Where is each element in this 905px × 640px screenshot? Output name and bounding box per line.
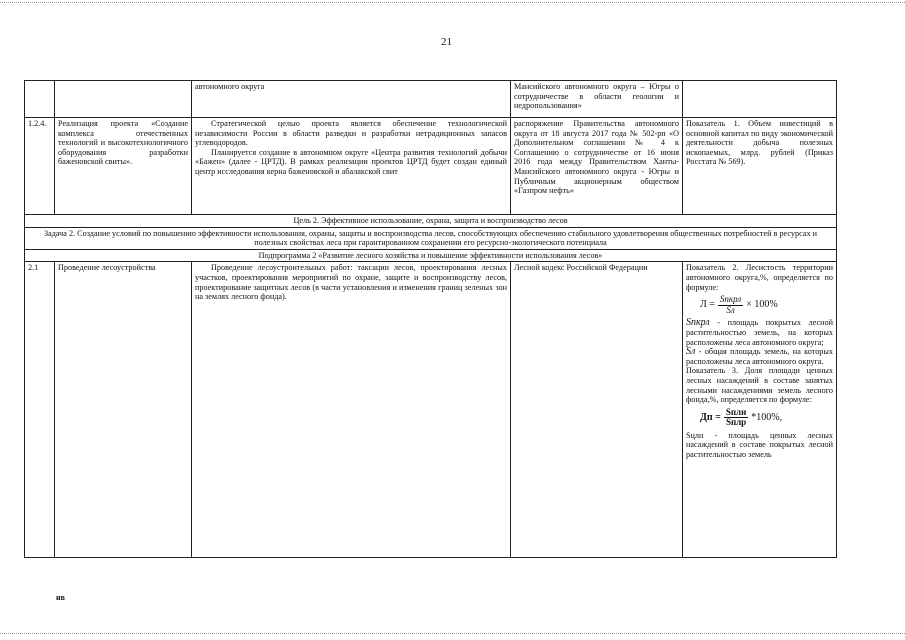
cell-basis <box>511 118 683 215</box>
measures-table <box>24 80 837 558</box>
table-row <box>25 215 837 228</box>
measure-name: Реализация проекта «Создание комплекса отечественных технологий и высокотехнологичного оборудования разработки баженовской свиты». <box>58 119 188 167</box>
cell-num <box>25 118 55 215</box>
table-row <box>25 262 837 558</box>
table-row <box>25 118 837 215</box>
cell-text: Мансийского автономного округа – Югры о сотрудничестве в области геологии и недропользования» <box>514 82 679 111</box>
formula-lhs: Дп = <box>700 411 721 423</box>
page-number: 21 <box>441 36 452 48</box>
indicator-text: Показатель 3. Доля площади ценных лесных насаждений в составе занятых лесными насаждениями земель лесного фонда,%, определяется по формуле: <box>686 366 833 405</box>
table-row <box>25 249 837 262</box>
formula-tail: *100%, <box>751 411 783 423</box>
indicator-text: Показатель 1. Объем инвестиций в основной капитал по виду экономической деятельности добыча полезных ископаемых, млрд. рублей (Приказ Росстата № 569). <box>686 119 833 167</box>
formula-tail: × 100% <box>746 299 778 311</box>
measure-name: Проведение лесоустройства <box>58 263 156 273</box>
cell-indicator <box>683 262 837 558</box>
row-number: 2.1 <box>28 263 39 273</box>
subprogram-heading: Подпрограмма 2 «Развитие лесного хозяйства и повышение эффективности использования лесов» <box>25 249 837 262</box>
cell-name <box>55 262 192 558</box>
variable-definition: Sцлн - площадь ценных лесных насаждений в составе покрытых лесной растительностью земель <box>686 430 833 460</box>
formula-lhs: Л = <box>700 299 715 311</box>
variable-symbol: Sл <box>686 346 696 358</box>
variable-definition <box>686 318 833 347</box>
valuable-stands-formula <box>700 408 833 428</box>
description-paragraph: Планируется создание в автономном округе «Центра развития технологий добычи «Бажен» (далее - ЦРТД). В рамках реализации проектов ЦРТД будет создан единый центр исследования керна баженовской и абалакской свит <box>195 147 507 176</box>
forest-cover-formula <box>700 295 833 315</box>
variable-text: - общая площадь земель, на которых расположены леса автономного округа. <box>686 347 833 366</box>
scan-edge-top <box>0 2 905 3</box>
table-row <box>25 81 837 118</box>
cell-name <box>55 118 192 215</box>
scan-edge-bottom <box>0 633 905 634</box>
cell-basis <box>511 262 683 558</box>
cell-description <box>192 262 511 558</box>
cell-indicator <box>683 81 837 118</box>
formula-denominator: Sплр <box>725 417 747 428</box>
cell-text: автономного округа <box>195 82 265 91</box>
footer-initials: нв <box>56 593 65 602</box>
formula-fraction <box>724 408 748 428</box>
cell-indicator <box>683 118 837 215</box>
description-paragraph: Проведение лесоустроительных работ: таксации лесов, проектирования лесных участков, проектирования мероприятий по охране, защите и воспроизводству лесов, проектирование защитных лесов (в части установления и изменения границ зеленых зон на землях лесного фонда). <box>195 263 507 302</box>
legal-basis: Лесной кодекс Российской Федерации <box>514 263 648 273</box>
description-paragraph: Стратегической целью проекта является обеспечение технологической независимости России в области разведки и разработки нетрадиционных запасов углеводородов. <box>195 119 507 148</box>
cell-basis <box>511 81 683 118</box>
variable-text: - площадь покрытых лесной растительностью земель, на которых расположены леса автономного округа; <box>686 318 833 347</box>
formula-numerator: Sплн <box>725 406 747 417</box>
legal-basis: распоряжение Правительства автономного округа от 18 августа 2017 года № 502-рп «О Дополнительном соглашении № 4 к Соглашению о сотрудничестве от 16 июня 2016 года между Правительством Ханты-Мансийского автономного округа - Югры и Публичным акционерным обществом «Газпром нефть» <box>514 119 679 196</box>
cell-num <box>25 81 55 118</box>
cell-num <box>25 262 55 558</box>
cell-name <box>55 81 192 118</box>
indicator-text: Показатель 2. Лесистость территории автономного округа,%, определяется по формуле: <box>686 263 833 292</box>
task-heading: Задача 2. Создание условий по повышению эффективности использования, охраны, защиты и воспроизводства лесов, способствующих обеспечению стабильного удовлетворения общественных потребностей в ресурсах и полезных свойствах леса при гарантированном сохранении его ресурсно-экологического потенциала <box>25 227 837 249</box>
formula-fraction <box>718 295 743 315</box>
variable-symbol: Sпкрл <box>686 317 710 329</box>
formula-denominator: Sл <box>726 304 735 315</box>
goal-heading: Цель 2. Эффективное использование, охрана, защита и воспроизводство лесов <box>25 215 837 228</box>
cell-description <box>192 81 511 118</box>
formula-numerator: Sпкрл <box>719 294 742 305</box>
row-number: 1.2.4. <box>28 119 47 128</box>
cell-description <box>192 118 511 215</box>
variable-definition <box>686 347 833 366</box>
table-row <box>25 227 837 249</box>
